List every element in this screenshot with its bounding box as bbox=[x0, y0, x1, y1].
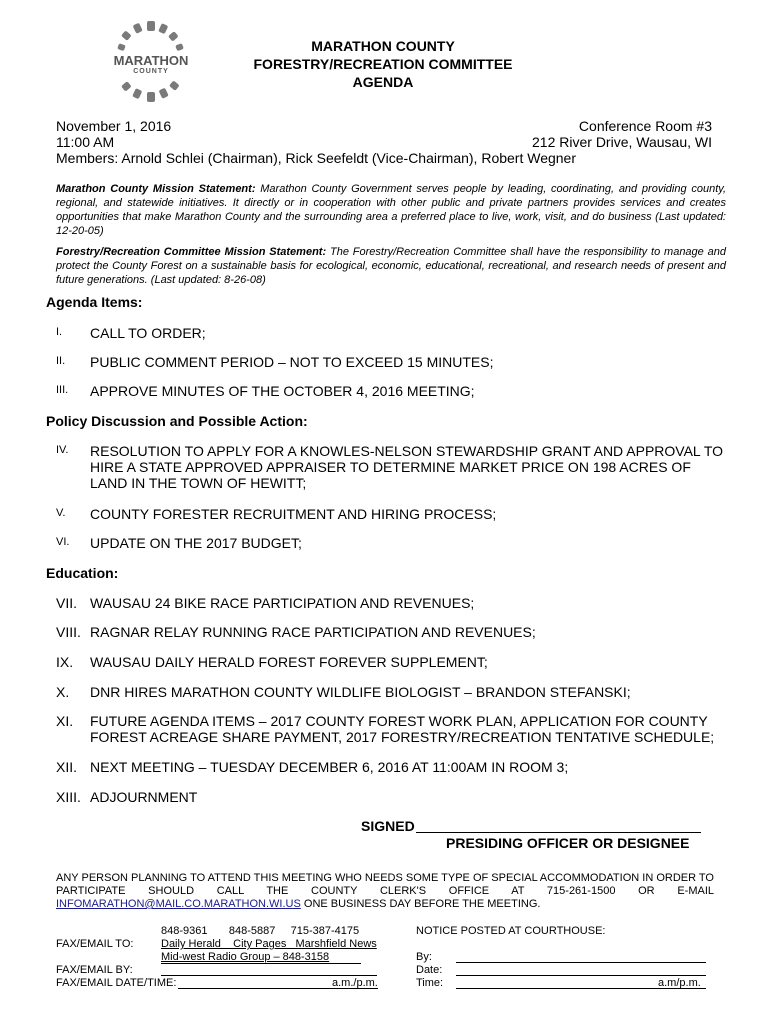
agenda-item-text: RAGNAR RELAY RUNNING RACE PARTICIPATION AND REVENUES; bbox=[90, 624, 536, 640]
posted-ampm: a.m/p.m. bbox=[658, 977, 701, 989]
item-number: X. bbox=[56, 684, 70, 700]
notice-posted-label: NOTICE POSTED AT COURTHOUSE: bbox=[416, 925, 606, 937]
posted-by-label: By: bbox=[416, 951, 432, 963]
item-number: VI. bbox=[56, 536, 70, 548]
logo-word-county: COUNTY bbox=[133, 68, 169, 75]
item-number: III. bbox=[56, 384, 69, 396]
section-policy-discussion: Policy Discussion and Possible Action: bbox=[46, 413, 308, 429]
item-number: XIII. bbox=[56, 789, 81, 805]
outlet-underline bbox=[161, 963, 361, 964]
agenda-item-text: UPDATE ON THE 2017 BUDGET; bbox=[90, 535, 302, 551]
signed-label: SIGNED bbox=[361, 818, 415, 834]
signature-line bbox=[416, 832, 701, 833]
meeting-time: 11:00 AM bbox=[56, 134, 115, 150]
agenda-item-text: ADJOURNMENT bbox=[90, 789, 198, 805]
meeting-date: November 1, 2016 bbox=[56, 118, 172, 134]
agenda-item-text: CALL TO ORDER; bbox=[90, 325, 206, 341]
fax-ampm: a.m./p.m. bbox=[332, 977, 378, 989]
item-number: II. bbox=[56, 355, 66, 367]
county-mission-label: Marathon County Mission Statement: bbox=[56, 183, 256, 195]
item-number: I. bbox=[56, 326, 63, 338]
notice-text: ANY PERSON PLANNING TO ATTEND THIS MEETING WHO NEEDS SOME TYPE OF SPECIAL ACCOMMODATION IN ORDER TO PARTICIPATE SHOULD CALL THE COUNTY CLERK'S OFFICE AT 715-261-1500 OR E-MAIL bbox=[56, 872, 714, 897]
presiding-officer-label: PRESIDING OFFICER OR DESIGNEE bbox=[446, 835, 690, 851]
logo-word-marathon: MARATHON bbox=[113, 53, 189, 68]
agenda-item-text: PUBLIC COMMENT PERIOD – NOT TO EXCEED 15 MINUTES; bbox=[90, 354, 494, 370]
agenda-item-text: NEXT MEETING – TUESDAY DECEMBER 6, 2016 AT 11:00AM IN ROOM 3; bbox=[90, 759, 569, 775]
agenda-item-text: FUTURE AGENDA ITEMS – 2017 COUNTY FOREST WORK PLAN, APPLICATION FOR COUNTY FOREST ACREAGE SHARE PAYMENT, 2017 FORESTRY/RECREATION TENTATIVE SCHEDULE; bbox=[90, 713, 715, 745]
county-mission-statement bbox=[56, 182, 726, 238]
section-education: Education: bbox=[46, 565, 119, 581]
agenda-item-text: APPROVE MINUTES OF THE OCTOBER 4, 2016 MEETING; bbox=[90, 383, 475, 399]
clerk-email-link[interactable]: INFOMARATHON@MAIL.CO.MARATHON.WI.US bbox=[56, 898, 301, 910]
agenda-item-text: WAUSAU 24 BIKE RACE PARTICIPATION AND REVENUES; bbox=[90, 595, 475, 611]
meeting-room: Conference Room #3 bbox=[578, 118, 712, 134]
posted-by-line bbox=[456, 962, 706, 963]
agenda-item-text: DNR HIRES MARATHON COUNTY WILDLIFE BIOLOGIST – BRANDON STEFANSKI; bbox=[90, 684, 631, 700]
item-number: VII. bbox=[56, 595, 78, 611]
posted-date-label: Date: bbox=[416, 964, 443, 976]
header-county: MARATHON COUNTY bbox=[311, 38, 455, 54]
committee-mission-label: Forestry/Recreation Committee Mission Statement: bbox=[56, 246, 327, 258]
fax-email-date-label: FAX/EMAIL DATE/TIME: bbox=[56, 977, 177, 989]
section-agenda-items: Agenda Items: bbox=[46, 294, 143, 310]
agenda-item-text: COUNTY FORESTER RECRUITMENT AND HIRING PROCESS; bbox=[90, 506, 497, 522]
fax-by-line bbox=[161, 975, 377, 976]
committee-mission-statement bbox=[56, 245, 726, 287]
outlet-phone-numbers: 848-9361 848-5887 715-387-4175 bbox=[161, 925, 360, 937]
header-committee: FORESTRY/RECREATION COMMITTEE bbox=[253, 56, 513, 72]
header-agenda: AGENDA bbox=[352, 74, 414, 90]
item-number: VIII. bbox=[56, 624, 81, 640]
marathon-county-logo bbox=[108, 20, 194, 104]
fax-email-by-label: FAX/EMAIL BY: bbox=[56, 964, 133, 976]
fax-email-to-label: FAX/EMAIL TO: bbox=[56, 938, 134, 950]
meeting-address: 212 River Drive, Wausau, WI bbox=[532, 134, 712, 150]
item-number: V. bbox=[56, 507, 66, 519]
outlet-names: Daily Herald City Pages Marshfield News bbox=[161, 938, 377, 950]
notice-tail: ONE BUSINESS DAY BEFORE THE MEETING. bbox=[300, 898, 541, 910]
county-mission-text: Marathon County Government serves people by leading, coordinating, and providing county, regional, and statewide initiatives. It directly or in cooperation with other public and private partners provides services and creates opportunities that make Marathon County and the surrounding area a preferred place to live, work, visit, and do business (Last updated: 12-20-05) bbox=[56, 183, 726, 237]
item-number: IV. bbox=[56, 444, 69, 456]
committee-mission-text: The Forestry/Recreation Committee shall have the responsibility to manage and protect the County Forest on a sustainable basis for ecological, economic, educational, recreational, and research needs of present and future generations. (Last updated: 8-26-08) bbox=[56, 246, 726, 286]
accommodation-notice bbox=[56, 872, 714, 911]
item-number: XI. bbox=[56, 713, 74, 729]
agenda-item-text: WAUSAU DAILY HERALD FOREST FOREVER SUPPLEMENT; bbox=[90, 654, 488, 670]
posted-date-line bbox=[456, 975, 706, 976]
item-number: XII. bbox=[56, 759, 78, 775]
agenda-item-text: RESOLUTION TO APPLY FOR A KNOWLES-NELSON STEWARDSHIP GRANT AND APPROVAL TO HIRE A STATE APPROVED APPRAISER TO DETERMINE MARKET PRICE ON 198 ACRES OF LAND IN THE TOWN OF HEWITT; bbox=[90, 443, 724, 491]
posted-time-label: Time: bbox=[416, 977, 444, 989]
meeting-members: Members: Arnold Schlei (Chairman), Rick Seefeldt (Vice-Chairman), Robert Wegner bbox=[56, 150, 577, 166]
outlet-radio: Mid-west Radio Group – 848-3158 bbox=[161, 951, 330, 963]
item-number: IX. bbox=[56, 654, 74, 670]
